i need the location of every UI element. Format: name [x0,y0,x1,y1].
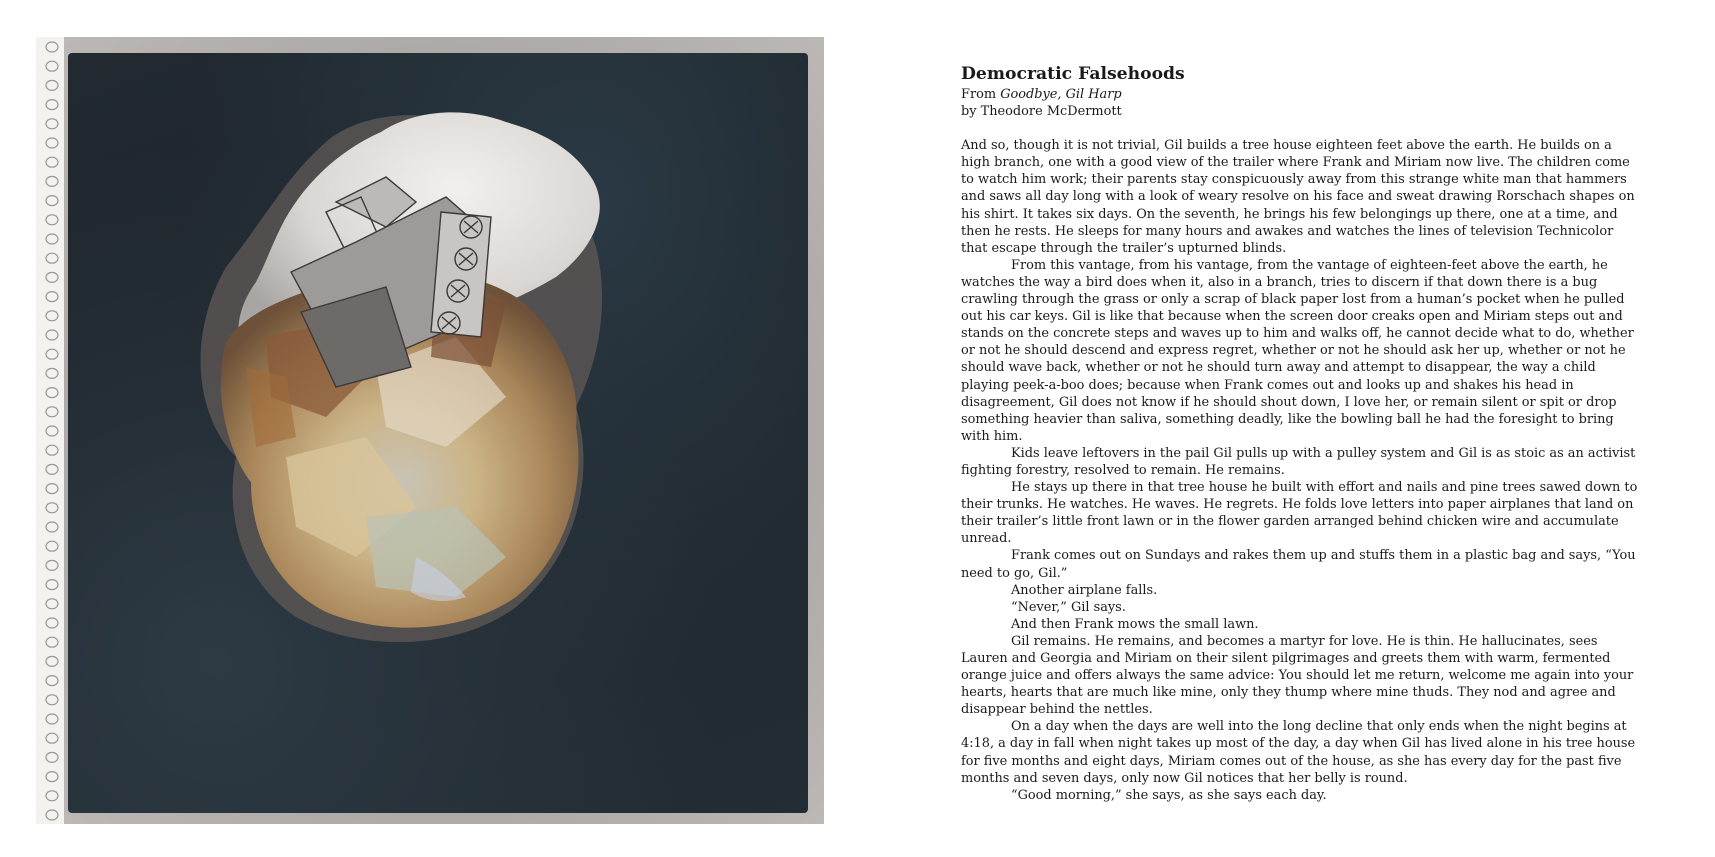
story-paragraph: And then Frank mows the small lawn. [1011,616,1259,632]
story-paragraph: Frank comes out on Sundays and rakes them up and stuffs them in a plastic bag and says, “You need to go, Gil.” [961,548,1636,581]
story-paragraph: Gil remains. He remains, and becomes a martyr for love. He is thin. He hallucinates, sees Lauren and Georgia and Miriam on their silent pilgrimages and greets them with warm, fermented orange juice and offers always the same advice: You should let me return, welcome me again into your hearts, hearts that are much like mine, only they thump where mine thuds. They nod and agree and disappear behind the nettles. [961,633,1634,718]
artwork-image [36,37,824,824]
source-prefix: From [961,87,1001,102]
story-paragraph: From this vantage, from his vantage, from the vantage of eighteen-feet above the earth, he watches the way a bird does when it, also in a branch, tries to discern if that down there is a bug crawling through the grass or only a scrap of black paper lost from a human’s pocket when he pulled out his car keys. Gil is like that because when the screen door creaks open and Miriam steps out and stands on the concrete steps and waves up to him and walks off, he cannot decide what to do, whether or not he should descend and express regret, whether or not he should ask her up, whether or not he should wave back, whether or not he should turn away and attempt to disappear, the way a child playing peek-a-boo does; because when Frank comes out and looks up and shakes his head in disagreement, Gil does not know if he should shout down, I love her, or remain silent or spit or drop something heavier than saliva, something deadly, like the bowling ball he had the foresight to bring with him. [961,257,1634,444]
source-book-title: Goodbye, Gil Harp [1000,87,1122,102]
story-paragraph: He stays up there in that tree house he built with effort and nails and pine trees sawed down to their trunks. He watches. He waves. He regrets. He folds love letters into paper airplanes that land on their trailer’s little front lawn or in the flower garden arranged behind chicken wire and accumulate unread. [961,480,1638,547]
story-paragraph: “Good morning,” she says, as she says each day. [1011,787,1327,803]
story-paragraph: “Never,” Gil says. [1011,599,1126,615]
story-paragraph: And so, though it is not trivial, Gil builds a tree house eighteen feet above the earth. He builds on a high branch, one with a good view of the trailer where Frank and Miriam now live. The children come to watch him work; their parents stay conspicuously away from this strange white man that hammers and saws all day long with a look of weary resolve on his face and sweat drawing Rorschach shapes on his shirt. It takes six days. On the seventh, he brings his few belongings up there, one at a time, and then he rests. He sleeps for many hours and awakes and watches the lines of television Technicolor that escape through the trailer’s upturned blinds. [961,138,1635,256]
story-body [961,137,1641,804]
story-paragraph: Kids leave leftovers in the pail Gil pulls up with a pulley system and Gil is as stoic as an activist fighting forestry, resolved to remain. He remains. [961,445,1636,478]
story-paragraph: On a day when the days are well into the long decline that only ends when the night begins at 4:18, a day in fall when night takes up most of the day, a day when Gil has lived alone in his tree house for five months and eight days, Miriam comes out of the house, as she has every day for the past five months and seven days, only now Gil notices that her belly is round. [961,719,1636,786]
story-text-column [961,62,1641,804]
story-byline: by Theodore McDermott [961,104,1122,120]
story-source [961,86,1641,103]
story-paragraph: Another airplane falls. [1011,582,1158,598]
story-title: Democratic Falsehoods [961,64,1185,84]
bulldozer-collage-illustration [36,37,824,824]
